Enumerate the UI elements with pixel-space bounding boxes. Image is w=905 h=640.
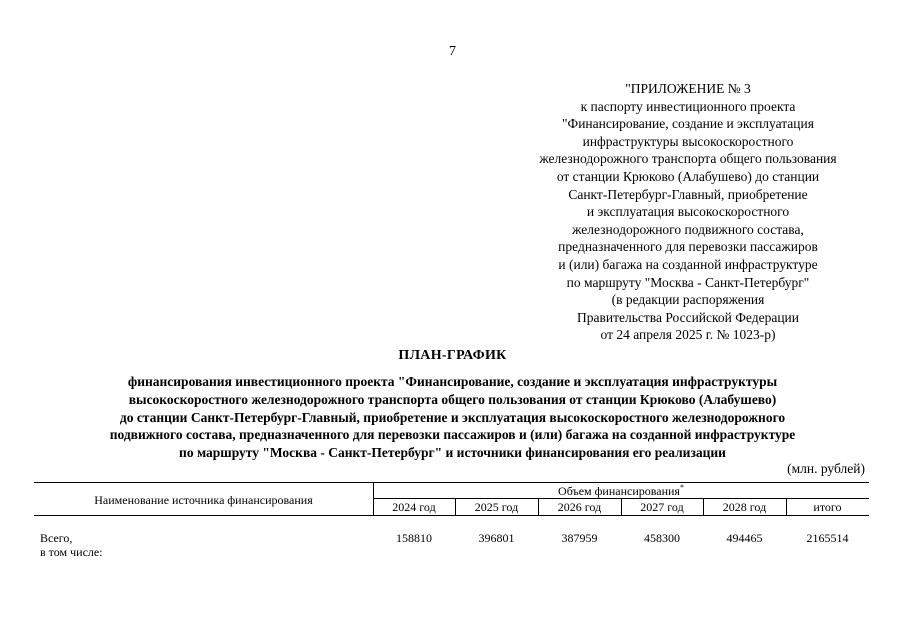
year-header: 2024 год xyxy=(392,500,436,514)
plan-subtitle-line: до станции Санкт-Петербург-Главный, приобретение и эксплуатация высокоскоростного железнодорожного xyxy=(119,409,786,425)
appendix-line: Правительства Российской Федерации xyxy=(577,309,799,325)
volume-header-text: Объем финансирования xyxy=(558,484,680,498)
appendix-line: от станции Крюково (Алабушево) до станции xyxy=(556,168,820,184)
row-label: Всего, xyxy=(40,531,73,545)
appendix-block xyxy=(500,80,876,344)
volume-footnote-mark: * xyxy=(679,483,684,492)
table-header-bottom-border xyxy=(34,515,869,516)
row-value: 458300 xyxy=(644,531,680,545)
appendix-line: "ПРИЛОЖЕНИЕ № 3 xyxy=(625,81,751,96)
appendix-line: железнодорожного транспорта общего пользования xyxy=(539,151,837,167)
table-header-name: Наименование источника финансирования xyxy=(94,493,313,507)
row-value: 396801 xyxy=(478,531,515,545)
row-value: 158810 xyxy=(396,531,432,545)
appendix-line: "Финансирование, создание и эксплуатация xyxy=(562,116,814,132)
year-header: итого xyxy=(813,500,842,514)
year-header: 2026 год xyxy=(557,500,602,514)
row-value: 2165514 xyxy=(806,531,849,545)
plan-subtitle-line: по маршруту "Москва - Санкт-Петербург" и источники финансирования его реализации xyxy=(179,445,726,461)
appendix-line: Санкт-Петербург-Главный, приобретение xyxy=(568,186,808,202)
appendix-line: инфраструктуры высокоскоростного xyxy=(582,133,794,149)
row-value: 494465 xyxy=(726,531,763,545)
appendix-line: по маршруту "Москва - Санкт-Петербург" xyxy=(566,274,810,290)
appendix-line: (в редакции распоряжения xyxy=(611,292,765,308)
page-number: 7 xyxy=(449,44,456,59)
appendix-line: к паспорту инвестиционного проекта xyxy=(580,98,796,114)
plan-subtitle-line: высокоскоростного железнодорожного транспорта общего пользования от станции Крюково (Алабушево) xyxy=(128,391,777,407)
appendix-line: от 24 апреля 2025 г. № 1023-р) xyxy=(600,327,776,343)
plan-subtitle xyxy=(20,373,885,462)
plan-subtitle-line: подвижного состава, предназначенного для перевозки пассажиров и (или) багажа на созданной инфраструктуре xyxy=(109,427,796,443)
appendix-line: предназначенного для перевозки пассажиров xyxy=(558,239,818,255)
appendix-line: железнодорожного подвижного состава, xyxy=(572,221,804,237)
year-header: 2028 год xyxy=(722,500,767,514)
year-header: 2025 год xyxy=(474,500,519,514)
appendix-line: и (или) багажа на созданной инфраструктуре xyxy=(558,256,818,272)
year-header: 2027 год xyxy=(640,500,684,514)
units-label: (млн. рублей) xyxy=(787,461,865,476)
appendix-line: и эксплуатация высокоскоростного xyxy=(586,204,790,220)
table-header-volume xyxy=(373,483,869,499)
row-label-continuation: в том числе: xyxy=(40,545,103,559)
row-value: 387959 xyxy=(561,531,598,545)
plan-subtitle-line: финансирования инвестиционного проекта "Финансирование, создание и эксплуатация инфраструктуры xyxy=(127,374,778,389)
plan-title: ПЛАН-ГРАФИК xyxy=(398,348,507,363)
